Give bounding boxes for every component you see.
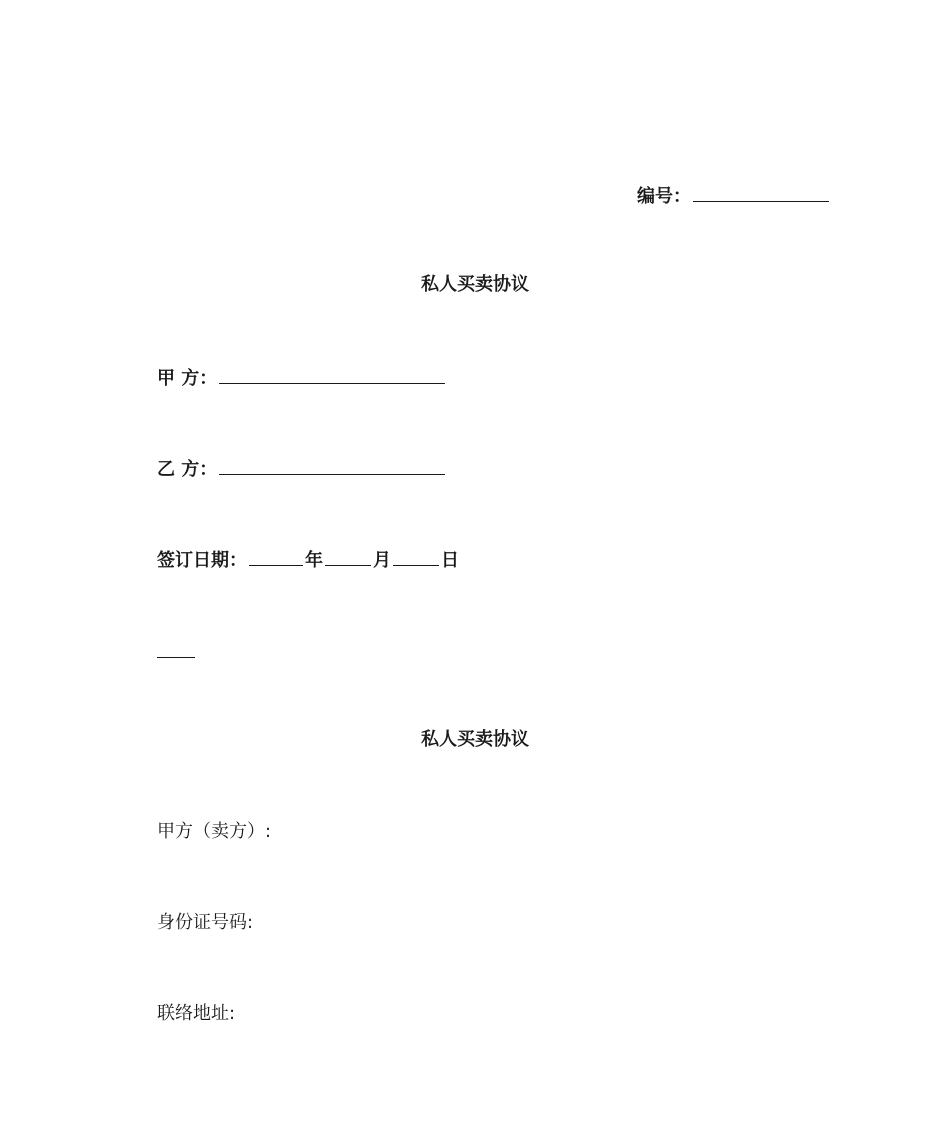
party-a-label: 甲 方： [157, 368, 218, 389]
id-number-label: 身份证号码: [157, 912, 254, 933]
party-b-line [157, 456, 447, 482]
separator-rule [157, 657, 195, 658]
serial-number-label: 编号： [637, 186, 691, 207]
seller-label: 甲方（卖方）: [157, 821, 272, 842]
address-label: 联络地址: [157, 1003, 236, 1024]
seller-line [157, 820, 271, 844]
party-a-line [157, 365, 447, 391]
body-title: 私人买卖协议 [421, 729, 529, 750]
id-number-line [157, 911, 253, 935]
cover-title: 私人买卖协议 [421, 274, 529, 295]
year-char: 年 [305, 550, 323, 571]
year-blank [249, 547, 303, 566]
month-blank [325, 547, 371, 566]
address-line [157, 1002, 235, 1026]
sign-date-label: 签订日期： [157, 550, 247, 571]
serial-number-blank [693, 183, 829, 202]
day-blank [393, 547, 439, 566]
sign-date-line [157, 547, 459, 573]
month-char: 月 [373, 550, 391, 571]
party-a-blank [219, 365, 445, 384]
day-char: 日 [441, 550, 459, 571]
party-b-blank [219, 456, 445, 475]
party-b-label: 乙 方： [157, 459, 218, 480]
serial-number-line [637, 183, 831, 209]
